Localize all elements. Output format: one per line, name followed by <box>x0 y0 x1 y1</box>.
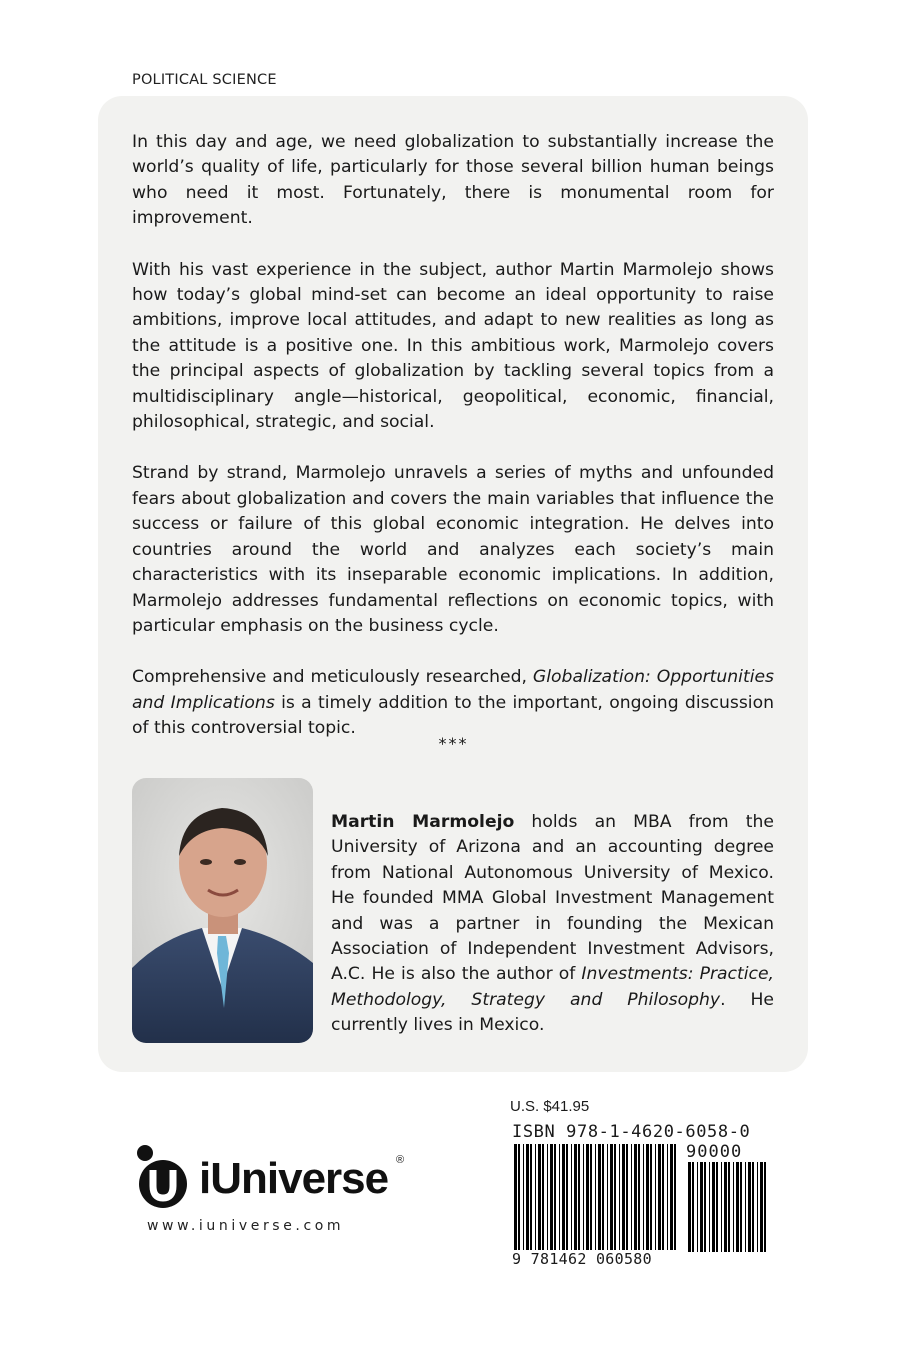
barcode-bar <box>704 1162 706 1252</box>
barcode-bar <box>595 1144 596 1254</box>
barcode-bar <box>674 1144 676 1254</box>
description-paragraph-3: Strand by strand, Marmolejo unravels a series of myths and unfounded fears about globalization and covers the main variables that influence the success or failure of this global economic integration. He delves into countries around the world and analyzes each society’s main characteristics with its inseparable economic implications. In addition, Marmolejo addresses fundamental reflections on economic topics, with particular emphasis on the business cycle. <box>132 463 774 636</box>
barcode-bar <box>721 1162 722 1252</box>
description-paragraph-1: In this day and age, we need globalization to substantially increase the world’s quality of life, particularly for those several billion human beings who need it most. Fortunately, there is monumental room for improvement. <box>132 132 774 229</box>
barcode-bar <box>550 1144 553 1254</box>
barcode-bar <box>583 1144 584 1254</box>
barcode-bar <box>709 1162 710 1252</box>
publisher-logo <box>133 1140 413 1240</box>
barcode-bar <box>736 1162 739 1252</box>
barcode-bar <box>562 1144 565 1254</box>
barcode-bar <box>728 1162 730 1252</box>
book-title: Globalization: Opportunities and Implications <box>132 667 775 713</box>
barcode-bar <box>655 1144 656 1254</box>
publisher-url: www.iuniverse.com <box>147 1218 345 1234</box>
barcode-bar <box>643 1144 644 1254</box>
barcode-bar <box>602 1144 604 1254</box>
barcode-bar <box>610 1144 613 1254</box>
barcode-bar <box>658 1144 661 1254</box>
description-paragraph-4 <box>132 665 774 741</box>
barcode-bar <box>697 1162 698 1252</box>
author-bio <box>331 810 774 1039</box>
barcode-bar <box>650 1144 652 1254</box>
barcode-bar <box>571 1144 572 1254</box>
barcode-bar <box>733 1162 734 1252</box>
author-other-book: Investments: Practice, Methodology, Strategy and Philosophy <box>331 964 775 1010</box>
barcode-bar <box>614 1144 616 1254</box>
barcode-bar <box>542 1144 544 1254</box>
barcode-bar <box>662 1144 664 1254</box>
description-paragraph-2: With his vast experience in the subject, author Martin Marmolejo shows how today’s global mind-set can become an ideal opportunity to raise ambitions, improve local attitudes, and adapt to new realities as long as the attitude is a positive one. In this ambitious work, Marmolejo covers the principal aspects of globalization by tackling several topics from a multidisciplinary angle—historical, geopolitical, economic, financial, philosophical, strategic, and social. <box>132 259 774 433</box>
barcode-bar <box>626 1144 628 1254</box>
barcode-bar <box>514 1144 517 1254</box>
barcode-bar <box>724 1162 727 1252</box>
barcode-bar <box>638 1144 640 1254</box>
barcode-bar <box>688 1162 691 1252</box>
barcode-addon <box>686 1162 768 1252</box>
barcode-bar <box>607 1144 608 1254</box>
barcode-bar <box>667 1144 668 1254</box>
barcode-bar <box>622 1144 625 1254</box>
author-name: Martin Marmolejo <box>331 812 515 832</box>
barcode-bar <box>530 1144 532 1254</box>
barcode-bar <box>574 1144 577 1254</box>
barcode-bar <box>619 1144 620 1254</box>
barcode-bar <box>670 1144 673 1254</box>
barcode-bar <box>586 1144 589 1254</box>
barcode-bar <box>559 1144 560 1254</box>
barcode-bar <box>526 1144 529 1254</box>
barcode-bar <box>716 1162 718 1252</box>
barcode-bar <box>598 1144 601 1254</box>
barcode-bar <box>554 1144 556 1254</box>
p4-tail: is a timely addition to the important, ongoing discussion of this controversial topic. <box>132 692 774 739</box>
barcode-bar <box>535 1144 536 1254</box>
author-photo <box>132 778 313 1043</box>
book-description <box>132 130 774 768</box>
category-label: POLITICAL SCIENCE <box>132 72 277 88</box>
barcode-bar <box>752 1162 754 1252</box>
barcode-bar <box>538 1144 541 1254</box>
iuniverse-logo-icon <box>133 1144 193 1214</box>
barcode-bar <box>634 1144 637 1254</box>
isbn-label: ISBN 978-1-4620-6058-0 <box>512 1122 751 1142</box>
bio-text-2: . He currently lives in Mexico. <box>331 989 774 1036</box>
barcode-bar <box>518 1144 520 1254</box>
registered-mark: ® <box>396 1154 405 1166</box>
barcode-bar <box>760 1162 763 1252</box>
barcode-bar <box>523 1144 524 1254</box>
barcode-bar <box>764 1162 766 1252</box>
barcode <box>512 1144 682 1254</box>
barcode-bar <box>745 1162 746 1252</box>
barcode-bar <box>578 1144 580 1254</box>
barcode-bar <box>700 1162 703 1252</box>
barcode-bar <box>740 1162 742 1252</box>
barcode-bar <box>712 1162 715 1252</box>
barcode-bar <box>631 1144 632 1254</box>
publisher-name: iUniverse <box>199 1154 389 1203</box>
p4-lead: Comprehensive and meticulously researched, <box>132 667 533 688</box>
barcode-bar <box>646 1144 649 1254</box>
barcode-bar <box>547 1144 548 1254</box>
barcode-bar <box>757 1162 758 1252</box>
barcode-bar <box>566 1144 568 1254</box>
barcode-bar <box>748 1162 751 1252</box>
barcode-digits: 9 781462 060580 <box>512 1250 682 1268</box>
price-label: U.S. $41.95 <box>510 1098 590 1115</box>
addon-code: 90000 <box>686 1142 743 1162</box>
barcode-bar <box>590 1144 592 1254</box>
barcode-bar <box>692 1162 694 1252</box>
bio-text-1: holds an MBA from the University of Arizona and an accounting degree from National Autonomous University of Mexico. He founded MMA Global Investment Management and was a partner in founding the Mexican Association of Independent Investment Advisors, A.C. He is also the author of <box>331 812 774 985</box>
section-separator: *** <box>438 734 469 753</box>
